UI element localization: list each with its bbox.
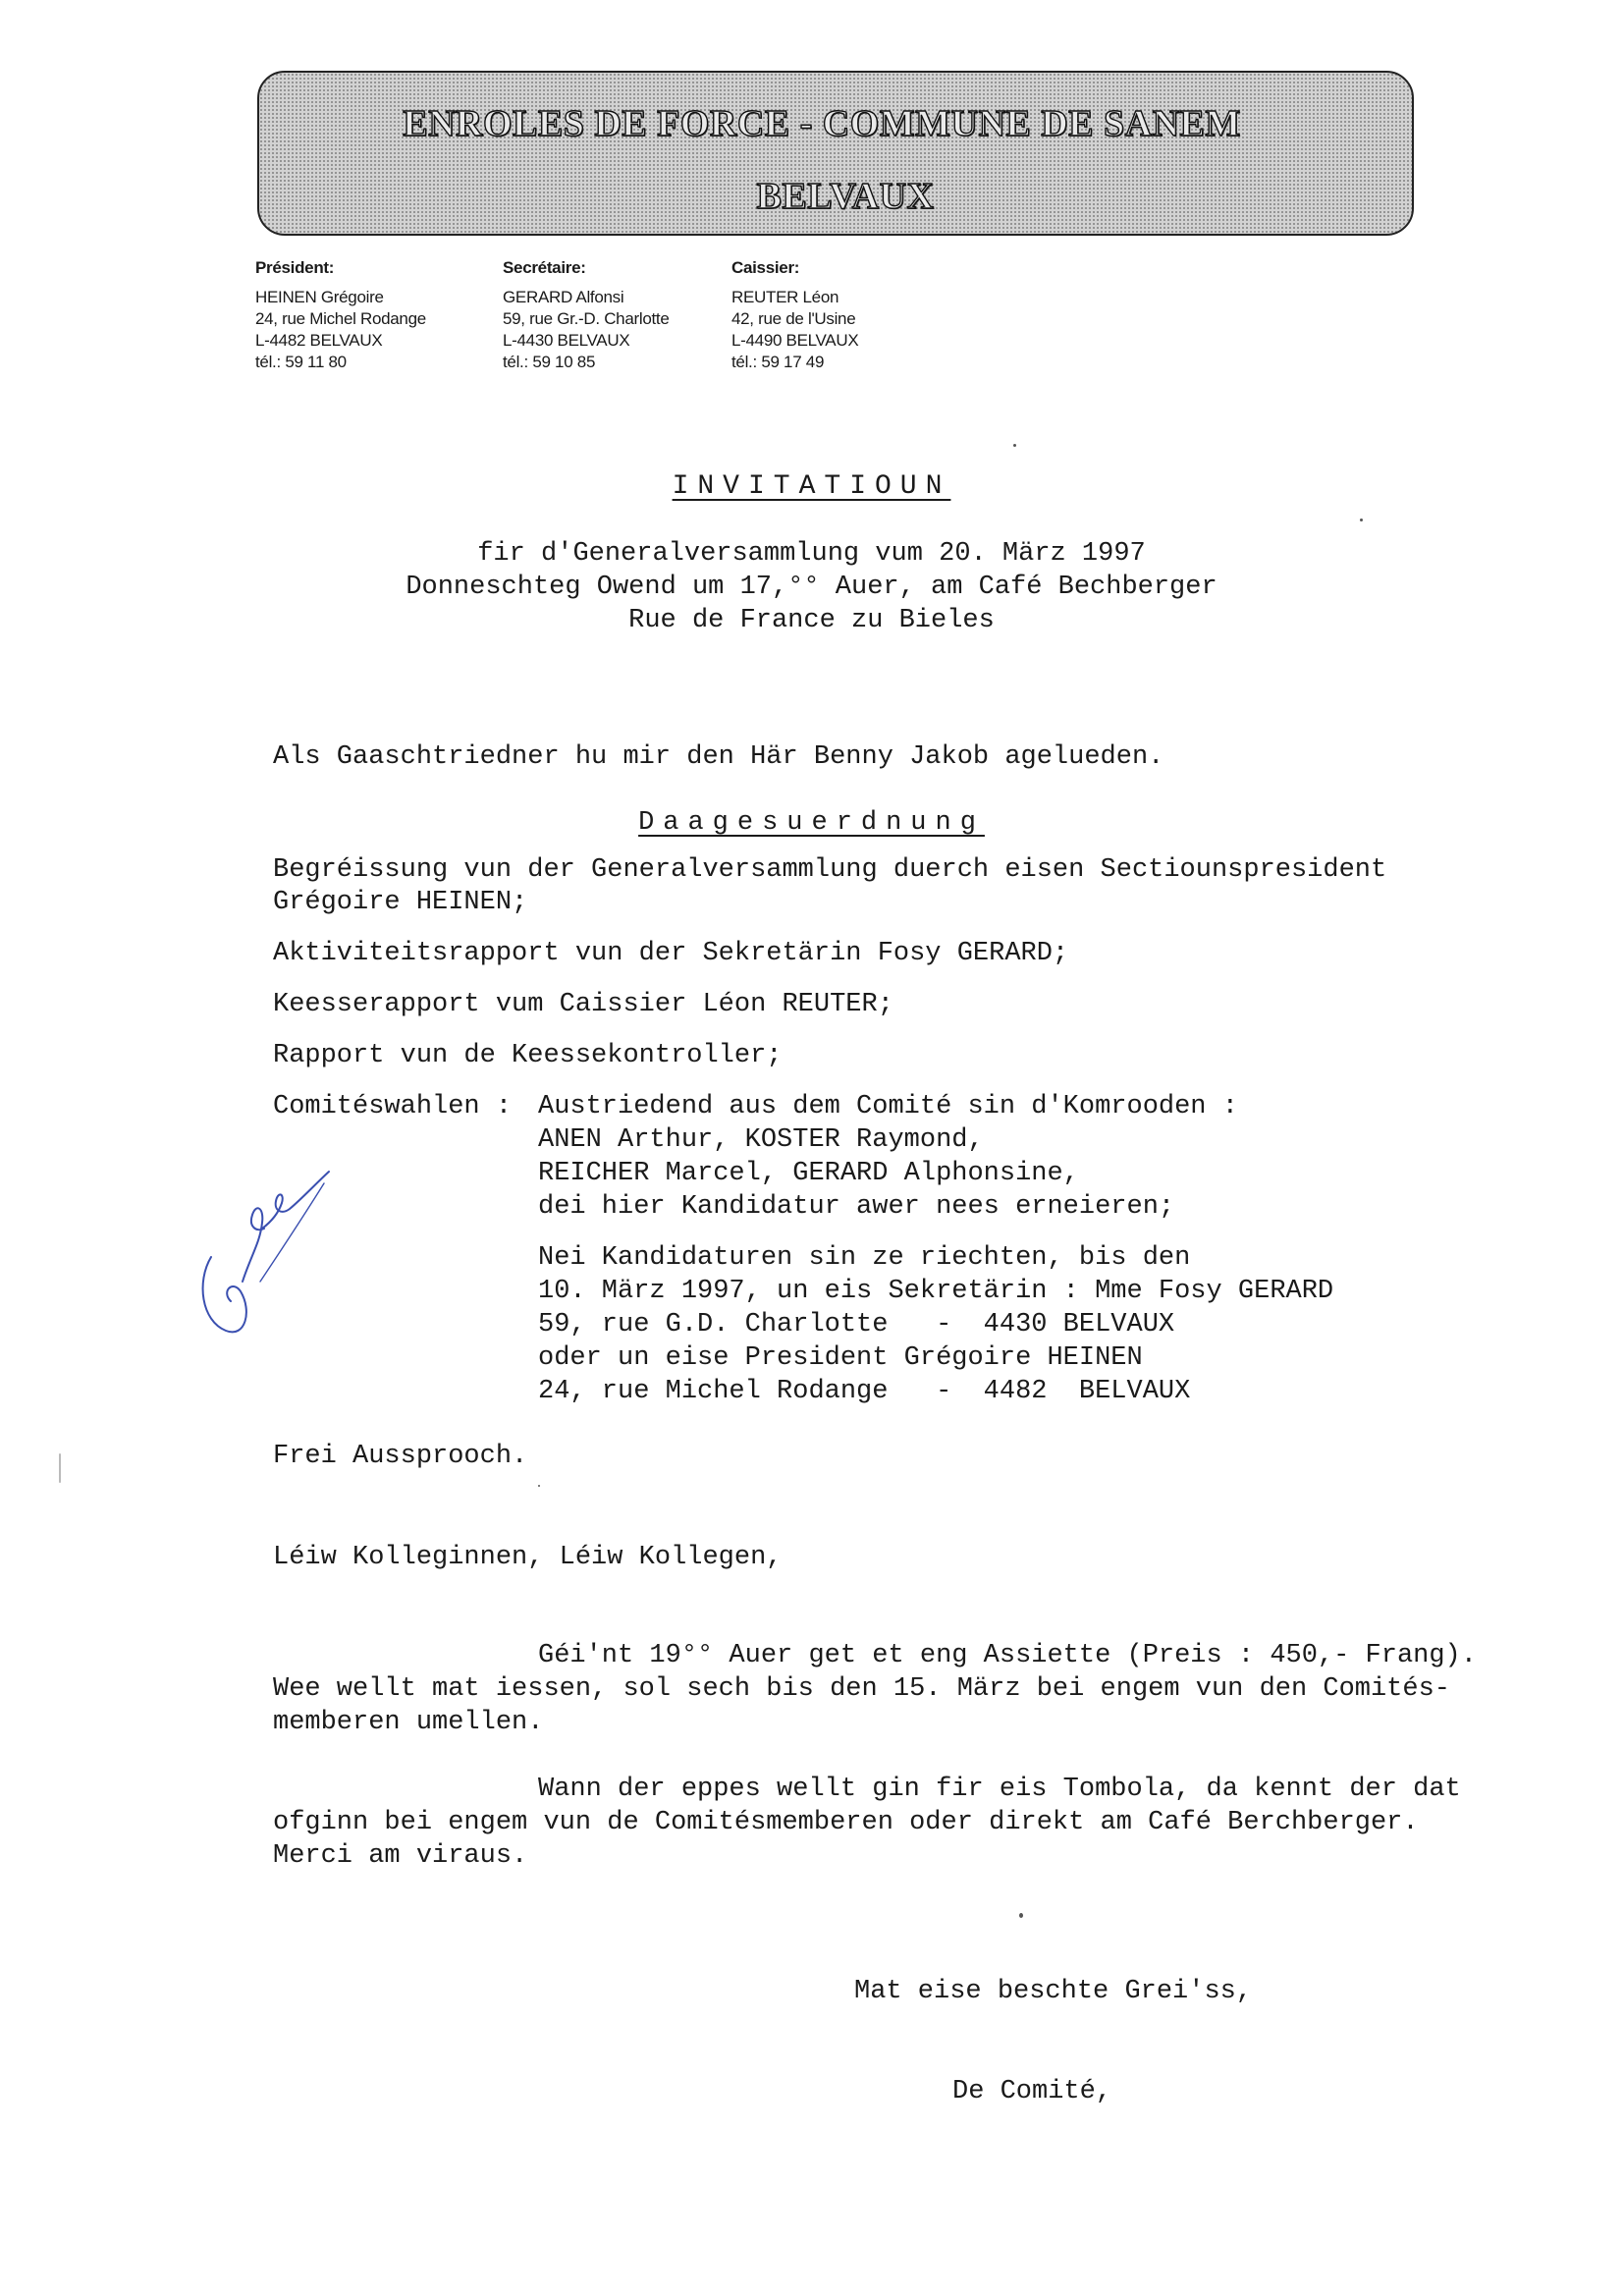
guest-line: Als Gaaschtriedner hu mir den Här Benny Jakob agelueden. xyxy=(273,742,1164,772)
scan-speck xyxy=(1360,519,1363,521)
officer-secretary xyxy=(503,257,669,373)
officer-city: L-4430 BELVAUX xyxy=(503,331,630,350)
salutation: Léiw Kolleginnen, Léiw Kollegen, xyxy=(273,1543,783,1572)
officer-role: Secrétaire: xyxy=(503,258,586,277)
agenda-item-treasury-report: Keesserapport vum Caissier Léon REUTER; xyxy=(273,990,893,1019)
elections-line: REICHER Marcel, GERARD Alphonsine, xyxy=(538,1159,1079,1188)
elections-line: ANEN Arthur, KOSTER Raymond, xyxy=(538,1125,984,1155)
letterhead-subtitle: BELVAUX xyxy=(756,176,935,217)
signature-block: De Comité, xyxy=(952,2077,1112,2106)
agenda-item-welcome: Begréissung vun der Generalversammlung duerch eisen Sectiounspresident xyxy=(273,855,1387,885)
paragraph-line: Géi'nt 19°° Auer get et eng Assiette (Preis : 450,- Frang). xyxy=(538,1641,1477,1670)
officer-role: Caissier: xyxy=(731,258,800,277)
officer-city: L-4482 BELVAUX xyxy=(255,331,383,350)
officer-street: 24, rue Michel Rodange xyxy=(255,309,426,328)
officer-name: GERARD Alfonsi xyxy=(503,288,624,306)
invitation-line-3: Rue de France zu Bieles xyxy=(628,606,995,635)
closing-line: Mat eise beschte Grei'ss, xyxy=(854,1977,1253,2006)
officer-president xyxy=(255,257,426,373)
candidacy-line: 24, rue Michel Rodange - 4482 BELVAUX xyxy=(538,1377,1191,1406)
paragraph-line: ofginn bei engem vun de Comitésmemberen oder direkt am Café Berchberger. xyxy=(273,1808,1419,1837)
elections-line: dei hier Kandidatur awer nees erneieren; xyxy=(538,1192,1175,1222)
agenda-item-activity-report: Aktiviteitsrapport vun der Sekretärin Fosy GERARD; xyxy=(273,939,1069,968)
invitation-line-2: Donneschteg Owend um 17,°° Auer, am Café Bechberger xyxy=(406,573,1217,602)
officer-name: HEINEN Grégoire xyxy=(255,288,384,306)
invitation-line-1: fir d'Generalversammlung vum 20. März 1997 xyxy=(477,539,1146,569)
officer-role: Président: xyxy=(255,258,335,277)
officer-street: 59, rue Gr.-D. Charlotte xyxy=(503,309,670,328)
officer-phone: tél.: 59 10 85 xyxy=(503,353,596,371)
paragraph-line: Wee wellt mat iessen, sol sech bis den 15. März bei engem vun den Comités- xyxy=(273,1674,1450,1704)
candidacy-line: 59, rue G.D. Charlotte - 4430 BELVAUX xyxy=(538,1310,1175,1339)
letterhead-banner xyxy=(257,71,1414,236)
candidacy-line: oder un eise President Grégoire HEINEN xyxy=(538,1343,1143,1373)
paragraph-line: memberen umellen. xyxy=(273,1708,544,1737)
scan-speck xyxy=(538,1485,540,1487)
paragraph-line: Wann der eppes wellt gin fir eis Tombola, da kennt der dat xyxy=(538,1775,1461,1804)
handwritten-signature xyxy=(191,1164,339,1340)
officer-city: L-4490 BELVAUX xyxy=(731,331,859,350)
agenda-item-open-discussion: Frei Aussprooch. xyxy=(273,1442,528,1471)
scan-speck xyxy=(1013,444,1016,447)
agenda-item-welcome-cont: Grégoire HEINEN; xyxy=(273,888,528,917)
candidacy-line: Nei Kandidaturen sin ze riechten, bis den xyxy=(538,1243,1191,1273)
elections-line: Austriedend aus dem Comité sin d'Komrooden : xyxy=(538,1092,1238,1121)
candidacy-line: 10. März 1997, un eis Sekretärin : Mme Fosy GERARD xyxy=(538,1277,1334,1306)
officer-phone: tél.: 59 17 49 xyxy=(731,353,825,371)
agenda-heading: Daagesuerdnung xyxy=(638,808,985,838)
invitation-title: INVITATIOUN xyxy=(672,471,951,502)
letterhead-title: ENROLES DE FORCE - COMMUNE DE SANEM xyxy=(403,103,1241,144)
officer-phone: tél.: 59 11 80 xyxy=(255,353,347,371)
agenda-item-auditors-report: Rapport vun de Keessekontroller; xyxy=(273,1041,783,1070)
paragraph-line: Merci am viraus. xyxy=(273,1841,528,1871)
officer-street: 42, rue de l'Usine xyxy=(731,309,856,328)
officer-treasurer xyxy=(731,257,858,373)
scan-speck xyxy=(59,1453,61,1483)
agenda-item-elections-label: Comitéswahlen : xyxy=(273,1092,513,1121)
officer-name: REUTER Léon xyxy=(731,288,839,306)
scan-speck xyxy=(1019,1913,1023,1918)
